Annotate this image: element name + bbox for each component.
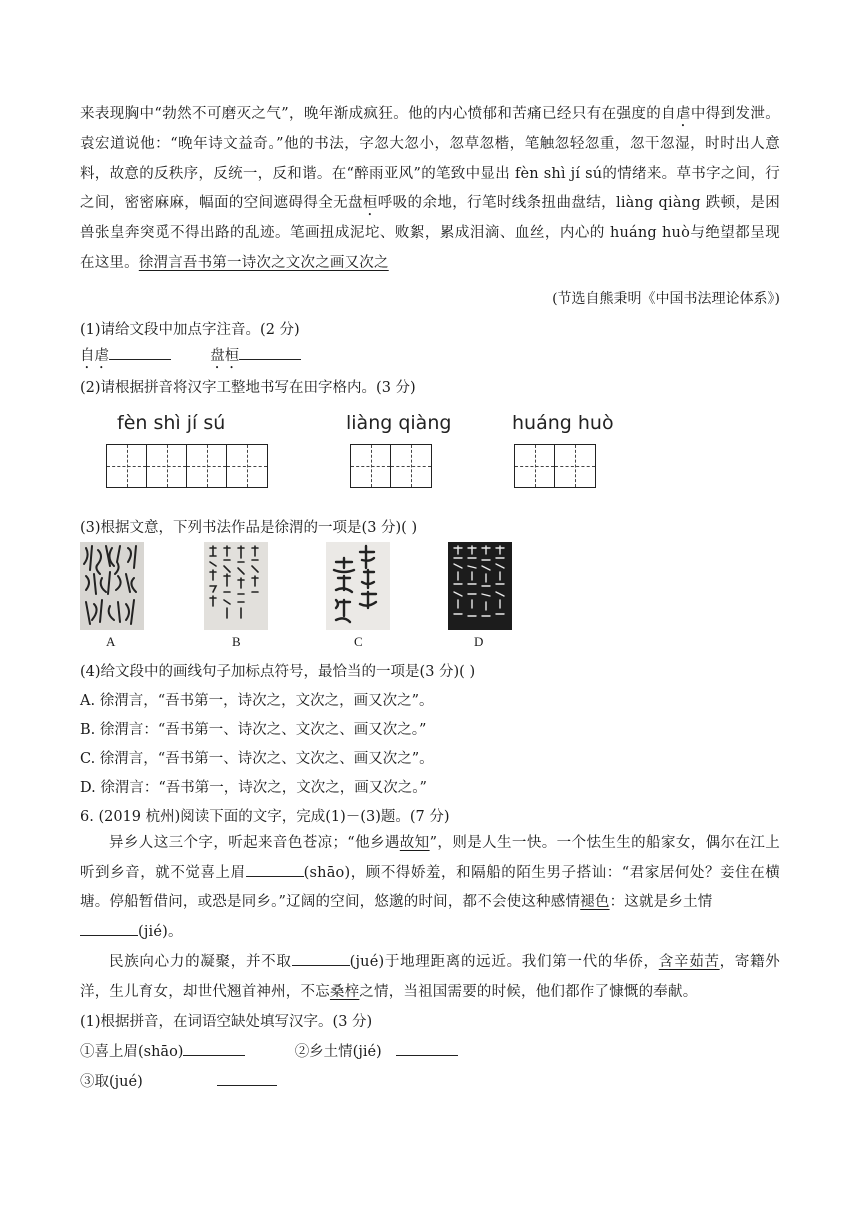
calligraphy-image-d[interactable]: [448, 542, 512, 630]
answer-blank[interactable]: [292, 951, 350, 966]
grid-cell[interactable]: [555, 445, 595, 487]
q6-sub1-row2: [80, 1070, 277, 1091]
grid-cell[interactable]: [351, 445, 391, 487]
q4-option-b[interactable]: B. 徐渭言：“吾书第一、诗次之、文次之、画又次之。”: [80, 722, 427, 738]
q6-paragraph-1: [80, 829, 780, 947]
grid-cell[interactable]: [227, 445, 267, 487]
underlined-sentence: 徐渭言吾书第一诗次之文次之画又次之: [138, 254, 389, 271]
option-label: C: [354, 634, 363, 649]
calligraphy-image-c[interactable]: [326, 542, 390, 630]
q6-text: ，寄籍外洋，生儿育女，却世代翘首神州，不忘: [80, 954, 780, 1000]
option-label: A: [106, 634, 116, 649]
q6-title: 6. (2019 杭州)阅读下面的文字，完成(1)－(3)题。(7 分): [80, 809, 450, 825]
q4-option-a[interactable]: A. 徐渭言，“吾书第一，诗次之，文次之，画又次之”。: [80, 693, 434, 709]
q6-sub1-item: ③取(jué): [80, 1074, 143, 1090]
passage-paragraph: [80, 100, 780, 278]
underlined-word: 含辛茹苦: [658, 954, 720, 970]
tianzi-grid[interactable]: [350, 444, 432, 488]
q6-text: (shāo)，顾不得娇羞，和隔船的陌生男子搭讪：“君家居何处？妾住在横塘。停船暂借问，或恐是同乡。”辽阔的空间，悠邈的时间，都不会使这种感情: [80, 864, 780, 910]
answer-blank[interactable]: [396, 1041, 458, 1056]
q6-sub1-item: ②乡土情(jié): [294, 1044, 382, 1060]
grid-cell[interactable]: [391, 445, 431, 487]
q6-text: ：这就是乡土情: [609, 894, 713, 910]
passage-text: 来表现胸中“勃然不可磨灭之气”，晚年渐成疯狂。他的内心愤郁和苦痛已经只有在强度的自: [80, 106, 676, 122]
answer-blank[interactable]: [109, 345, 171, 360]
q4-option-d[interactable]: D. 徐渭言：“吾书第一，诗次之，文次之，画又次之。”: [80, 780, 427, 796]
calligraphy-image-b[interactable]: [204, 542, 268, 630]
tianzi-grid[interactable]: [514, 444, 596, 488]
tianzi-grid[interactable]: [106, 444, 268, 488]
q6-text: 民族向心力的凝聚，并不取: [109, 954, 292, 970]
underlined-word: 褪色: [580, 894, 610, 910]
calligraphy-image-a[interactable]: [80, 542, 144, 630]
pinyin-label: fèn shì jí sú: [117, 412, 226, 434]
q6-text: (jué)于地理距离的远近。我们第一代的华侨，: [349, 954, 659, 970]
q1-item-2: 盘桓: [210, 348, 240, 364]
q1-prompt: (1)请给文段中加点字注音。(2 分): [80, 322, 300, 338]
answer-blank[interactable]: [183, 1041, 245, 1056]
q6-text: (jié)。: [138, 923, 183, 940]
dotted-char: 虐: [676, 106, 691, 122]
q1-item-1: 自虐: [80, 348, 109, 364]
grid-cell[interactable]: [515, 445, 555, 487]
underlined-word: 桑梓: [329, 983, 360, 1000]
pinyin-label: huáng huò: [512, 412, 614, 434]
q3-prompt: (3)根据文意，下列书法作品是徐渭的一项是(3 分)( ): [80, 520, 418, 536]
passage-text: 中得到发泄。袁宏道说他：“晚年诗文益奇。”他的书法，字忽大忽小，忽草忽楷，笔触忽轻忽重，忽干忽湿，时时出人意料，故意的反秩序，反统一，反和谐。在“醉雨亚风”的笔致中显出 fèn shì jí sú的情绪来。草书字之间，行之间，密密麻麻，幅面的空间遮碍得全无盘: [80, 106, 781, 211]
option-label: B: [232, 634, 241, 649]
q6-sub1-prompt: (1)根据拼音，在词语空缺处填写汉字。(3 分): [80, 1014, 373, 1030]
q2-prompt: (2)请根据拼音将汉字工整地书写在田字格内。(3 分): [80, 380, 416, 396]
option-label: D: [474, 634, 484, 649]
q6-blank-line: [80, 918, 183, 948]
grid-cell[interactable]: [187, 445, 227, 487]
q6-text: 异乡人这三个字，听起来音色苍凉；“他乡遇: [109, 835, 400, 851]
passage-text: 呼吸的余地，行笔时线条扭曲盘结，liàng qiàng 跌顿，是困兽张皇奔突觅不得出路的乱迹。笔画扭成泥坨、败絮，累成泪滴、血丝，内心的 huáng huò与绝望都呈现在这里。: [80, 195, 780, 271]
source-citation: (节选自熊秉明《中国书法理论体系》): [552, 291, 780, 307]
q6-text: 之情，当祖国需要的时候，他们都作了慷慨的奉献。: [359, 983, 698, 1000]
q6-paragraph-2: [80, 948, 780, 1007]
answer-blank[interactable]: [246, 862, 304, 877]
answer-blank[interactable]: [217, 1071, 277, 1086]
answer-blank[interactable]: [239, 345, 301, 360]
underlined-word: 故知: [399, 835, 430, 851]
dotted-char: 桓: [362, 195, 378, 211]
q6-sub1-row1: [80, 1040, 458, 1061]
q6-text: ”，则是人生一快。一个怯生生的船家女，偶尔在江上听到乡音，就不觉喜上眉: [80, 835, 780, 881]
answer-blank[interactable]: [80, 921, 138, 936]
q6-sub1-item: ①喜上眉(shāo): [80, 1044, 184, 1060]
grid-cell[interactable]: [107, 445, 147, 487]
q1-items: [80, 344, 301, 372]
q4-prompt: (4)给文段中的画线句子加标点符号，最恰当的一项是(3 分)( ): [80, 664, 476, 680]
q4-option-c[interactable]: C. 徐渭言，“吾书第一、诗次之、文次之、画又次之”。: [80, 751, 434, 767]
grid-cell[interactable]: [147, 445, 187, 487]
pinyin-label: liàng qiàng: [346, 412, 452, 434]
